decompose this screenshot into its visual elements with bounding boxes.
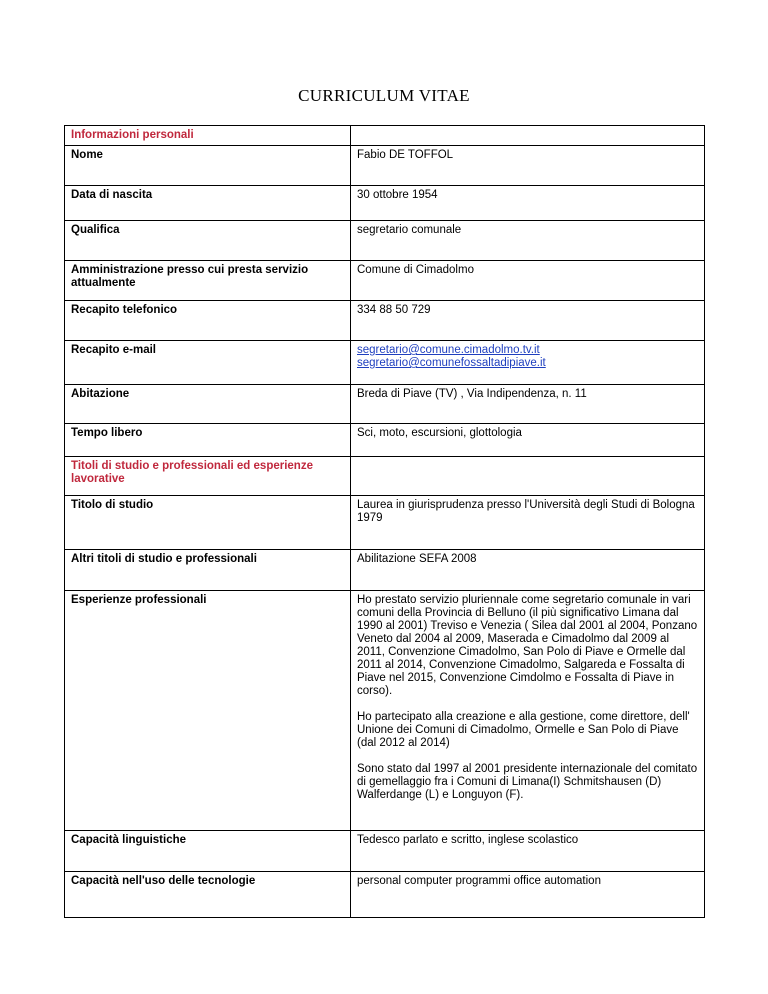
table-row <box>65 221 705 261</box>
document-title: CURRICULUM VITAE <box>298 86 470 105</box>
nascita-label: Data di nascita <box>65 186 351 221</box>
email-label: Recapito e-mail <box>65 341 351 385</box>
email-link-fossalta[interactable]: segretario@comunefossaltadipiave.it <box>357 357 546 369</box>
abitazione-label: Abitazione <box>65 385 351 424</box>
table-row <box>65 385 705 424</box>
table-row <box>65 146 705 186</box>
telefono-label: Recapito telefonico <box>65 301 351 341</box>
lingue-value: Tedesco parlato e scritto, inglese scolastico <box>351 831 705 872</box>
table-row <box>65 591 705 831</box>
tempo-value: Sci, moto, escursioni, glottologia <box>351 424 705 457</box>
tecnologie-label: Capacità nell'uso delle tecnologie <box>65 872 351 918</box>
esperienze-paragraph: Sono stato dal 1997 al 2001 presidente internazionale del comitato di gemellaggio fra i Comuni di Limana(I) Schmitshausen (D) Walferdange (L) e Longuyon (F). <box>357 763 698 801</box>
cv-table <box>64 125 705 918</box>
qualifica-label: Qualifica <box>65 221 351 261</box>
table-row <box>65 550 705 591</box>
esperienze-paragraph: Ho partecipato alla creazione e alla gestione, come direttore, dell' Unione dei Comuni di Cimadolmo, Ormelle e San Polo di Piave (dal 2012 al 2014) <box>357 711 690 749</box>
section-header-row <box>65 126 705 146</box>
section-header-empty-cell <box>351 457 705 496</box>
nome-label: Nome <box>65 146 351 186</box>
tempo-label: Tempo libero <box>65 424 351 457</box>
esperienze-value-cell <box>351 591 705 831</box>
altri-value: Abilitazione SEFA 2008 <box>351 550 705 591</box>
table-row <box>65 831 705 872</box>
titolo-value: Laurea in giurisprudenza presso l'Università degli Studi di Bologna 1979 <box>351 496 705 550</box>
table-row <box>65 496 705 550</box>
esperienze-paragraph: Ho prestato servizio pluriennale come segretario comunale in vari comuni della Provincia di Belluno (il più significativo Limana dal 1990 al 2001) Treviso e Venezia ( Silea dal 2001 al 2004, Ponzano Veneto dal 2004 al 2009, Maserada e Cimadolmo dal 2009 al 2011, Convenzione Cimadolmo, San Polo di Piave e Ormelle dal 2011 al 2014, Convenzione Cimadolmo, Salgareda e Fossalta di Piave nel 2015, Convenzione Cimdolmo e Fossalta di Piave in corso). <box>357 594 698 697</box>
table-row <box>65 186 705 221</box>
section-title-personal: Informazioni personali <box>65 126 351 146</box>
table-row <box>65 872 705 918</box>
abitazione-value: Breda di Piave (TV) , Via Indipendenza, n. 11 <box>351 385 705 424</box>
amministrazione-value: Comune di Cimadolmo <box>351 261 705 301</box>
titolo-label: Titolo di studio <box>65 496 351 550</box>
altri-label: Altri titoli di studio e professionali <box>65 550 351 591</box>
section-header-row <box>65 457 705 496</box>
amministrazione-label: Amministrazione presso cui presta servizio attualmente <box>65 261 351 301</box>
email-link-cimadolmo[interactable]: segretario@comune.cimadolmo.tv.it <box>357 344 540 356</box>
table-row <box>65 301 705 341</box>
email-value-cell <box>351 341 705 385</box>
esperienze-label: Esperienze professionali <box>65 591 351 831</box>
qualifica-value: segretario comunale <box>351 221 705 261</box>
section-header-empty-cell <box>351 126 705 146</box>
table-row <box>65 424 705 457</box>
tecnologie-value: personal computer programmi office automation <box>351 872 705 918</box>
lingue-label: Capacità linguistiche <box>65 831 351 872</box>
table-row <box>65 261 705 301</box>
nascita-value: 30 ottobre 1954 <box>351 186 705 221</box>
table-row <box>65 341 705 385</box>
nome-value: Fabio DE TOFFOL <box>351 146 705 186</box>
section-title-studies: Titoli di studio e professionali ed esperienze lavorative <box>65 457 351 496</box>
telefono-value: 334 88 50 729 <box>351 301 705 341</box>
